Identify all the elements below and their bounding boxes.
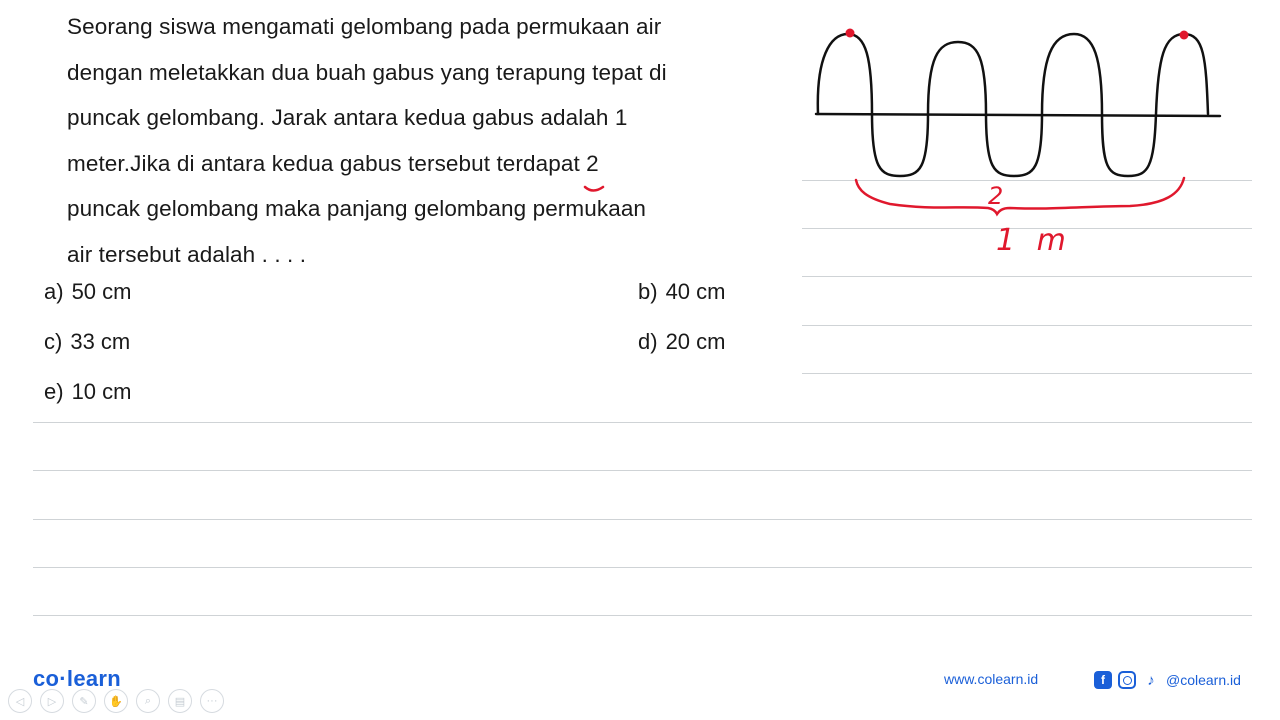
question-line-4-text: meter.Jika di antara kedua gabus tersebut terdapat: [67, 150, 587, 176]
option-d-letter: d): [638, 329, 658, 354]
option-d-text: 20 cm: [665, 329, 726, 354]
back-circle-icon[interactable]: ◁: [8, 689, 32, 713]
social-links: [1094, 671, 1241, 689]
question-text: [67, 4, 787, 277]
play-icon[interactable]: ▷: [40, 689, 64, 713]
option-e-text: 10 cm: [71, 379, 132, 404]
option-c-text: 33 cm: [70, 329, 131, 354]
ruled-line: [33, 567, 1252, 568]
wave-axis-line: [816, 114, 1220, 116]
ruled-line: [33, 519, 1252, 520]
player-toolbar: [8, 689, 224, 713]
brand-right-text: learn: [66, 666, 122, 691]
ruled-line: [33, 470, 1252, 471]
more-icon[interactable]: ···: [200, 689, 224, 713]
zoom-icon[interactable]: ⌕: [136, 689, 160, 713]
underlined-number: [586, 141, 599, 187]
keyboard-icon[interactable]: ▤: [168, 689, 192, 713]
cork-left-dot: [846, 29, 855, 38]
option-a-letter: a): [44, 279, 64, 304]
option-e[interactable]: [44, 377, 131, 407]
distance-brace: [856, 178, 1184, 214]
option-a-text: 50 cm: [71, 279, 132, 304]
website-link[interactable]: www.colearn.id: [944, 671, 1039, 687]
underlined-number-text: 2: [586, 150, 599, 176]
option-b-letter: b): [638, 279, 658, 304]
ruled-line: [802, 325, 1252, 326]
instagram-icon[interactable]: [1118, 671, 1136, 689]
pen-icon[interactable]: ✎: [72, 689, 96, 713]
question-line-4: [67, 141, 787, 187]
cork-right-dot: [1180, 31, 1189, 40]
question-line-6: air tersebut adalah . . . .: [67, 241, 307, 267]
brand-left-text: co: [33, 666, 60, 691]
hand-icon[interactable]: ✋: [104, 689, 128, 713]
wave-diagram: [800, 18, 1240, 263]
option-a[interactable]: [44, 277, 131, 307]
tiktok-icon[interactable]: ♪: [1147, 671, 1155, 689]
brace-label: 2: [988, 182, 1004, 210]
brand-dot: ·: [59, 666, 67, 691]
ruled-line: [33, 615, 1252, 616]
question-line-5: puncak gelombang maka panjang gelombang permukaan: [67, 196, 647, 221]
option-d[interactable]: [638, 327, 725, 357]
facebook-icon[interactable]: f: [1094, 671, 1112, 689]
ruled-line: [802, 373, 1252, 374]
ruled-line: [33, 422, 1252, 423]
option-b-text: 40 cm: [665, 279, 726, 304]
red-underline-mark: [583, 184, 605, 194]
option-b[interactable]: [638, 277, 725, 307]
question-line-1: Seorang siswa mengamati gelombang pada permukaan air: [67, 14, 662, 39]
option-c-letter: c): [44, 329, 63, 354]
ruled-line: [802, 276, 1252, 277]
wave-curve: [818, 34, 1208, 176]
option-e-letter: e): [44, 379, 64, 404]
question-line-3: puncak gelombang. Jarak antara kedua gabus adalah 1: [67, 105, 628, 130]
option-c[interactable]: [44, 327, 130, 357]
social-handle: @colearn.id: [1166, 672, 1241, 688]
distance-label: 1 m: [996, 223, 1072, 258]
question-line-2: dengan meletakkan dua buah gabus yang terapung tepat di: [67, 59, 667, 85]
